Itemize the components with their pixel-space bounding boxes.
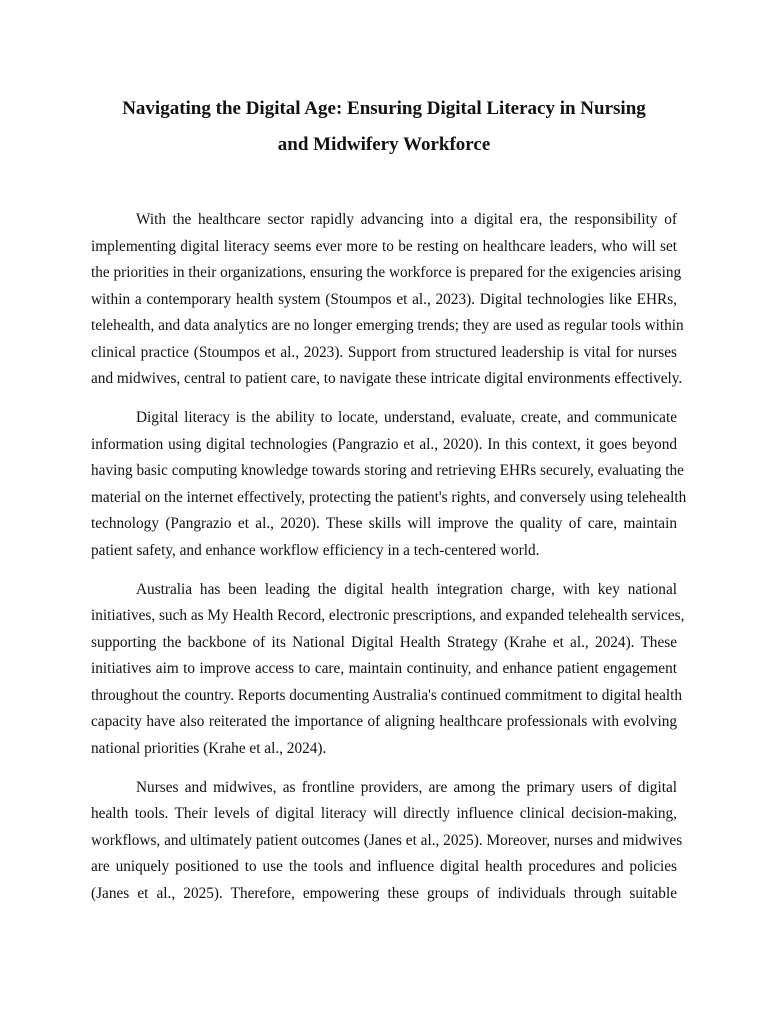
paragraph-line: telehealth, and data analytics are no longer emerging trends; they are used as regular tools within (91, 317, 684, 334)
document-body (91, 207, 687, 920)
paragraph-line: patient safety, and enhance workflow efficiency in a tech-centered world. (91, 541, 540, 559)
paragraph-line: Digital literacy is the ability to locate, understand, evaluate, create, and communicate (136, 409, 677, 426)
paragraph-line: throughout the country. Reports documenting Australia's continued commitment to digital health (91, 686, 683, 704)
paragraph-line: having basic computing knowledge towards storing and retrieving EHRs securely, evaluating the (91, 462, 684, 479)
paragraph (91, 577, 685, 763)
paragraph-line: health tools. Their levels of digital literacy will directly influence clinical decision-making, (91, 805, 677, 822)
title-line: Navigating the Digital Age: Ensuring Digital Literacy in Nursing (122, 98, 646, 119)
paragraph-line: initiatives, such as My Health Record, electronic prescriptions, and expanded telehealth services, (91, 607, 685, 624)
paragraph-line: initiatives aim to improve access to care, maintain continuity, and enhance patient engagement (91, 660, 677, 677)
paragraph-line: are uniquely positioned to use the tools and influence digital health procedures and policies (91, 858, 677, 875)
paragraph-line: material on the internet effectively, protecting the patient's rights, and conversely using telehealth (91, 488, 687, 506)
paragraph-line: Nurses and midwives, as frontline providers, are among the primary users of digital (136, 778, 677, 796)
paragraph (91, 207, 684, 393)
paragraph-line: the priorities in their organizations, ensuring the workforce is prepared for the exigencies arising (91, 264, 682, 281)
paragraph-line: workflows, and ultimately patient outcomes (Janes et al., 2025). Moreover, nurses and midwives (91, 831, 683, 849)
paragraph-line: Australia has been leading the digital health integration charge, with key national (136, 580, 677, 598)
document-title (60, 91, 708, 163)
paragraph (91, 775, 683, 908)
paragraph (91, 405, 687, 564)
paragraph-line: (Janes et al., 2025). Therefore, empowering these groups of individuals through suitable (91, 884, 677, 902)
paragraph-line: within a contemporary health system (Stoumpos et al., 2023). Digital technologies like EHRs, (91, 290, 677, 308)
paragraph-line: national priorities (Krahe et al., 2024). (91, 739, 327, 757)
paragraph-line: With the healthcare sector rapidly advancing into a digital era, the responsibility of (136, 211, 677, 228)
paragraph-line: supporting the backbone of its National Digital Health Strategy (Krahe et al., 2024). These (91, 633, 677, 651)
paragraph-line: and midwives, central to patient care, to navigate these intricate digital environments effectively. (91, 370, 683, 387)
paragraph-line: clinical practice (Stoumpos et al., 2023). Support from structured leadership is vital for nurses (91, 343, 677, 361)
paragraph-line: information using digital technologies (Pangrazio et al., 2020). In this context, it goes beyond (91, 435, 677, 453)
paragraph-line: implementing digital literacy seems ever more to be resting on healthcare leaders, who will set (91, 237, 677, 255)
title-line: and Midwifery Workforce (277, 134, 491, 155)
paragraph-line: technology (Pangrazio et al., 2020). These skills will improve the quality of care, maintain (91, 515, 677, 532)
paragraph-line: capacity have also reiterated the importance of aligning healthcare professionals with evolving (91, 713, 677, 730)
